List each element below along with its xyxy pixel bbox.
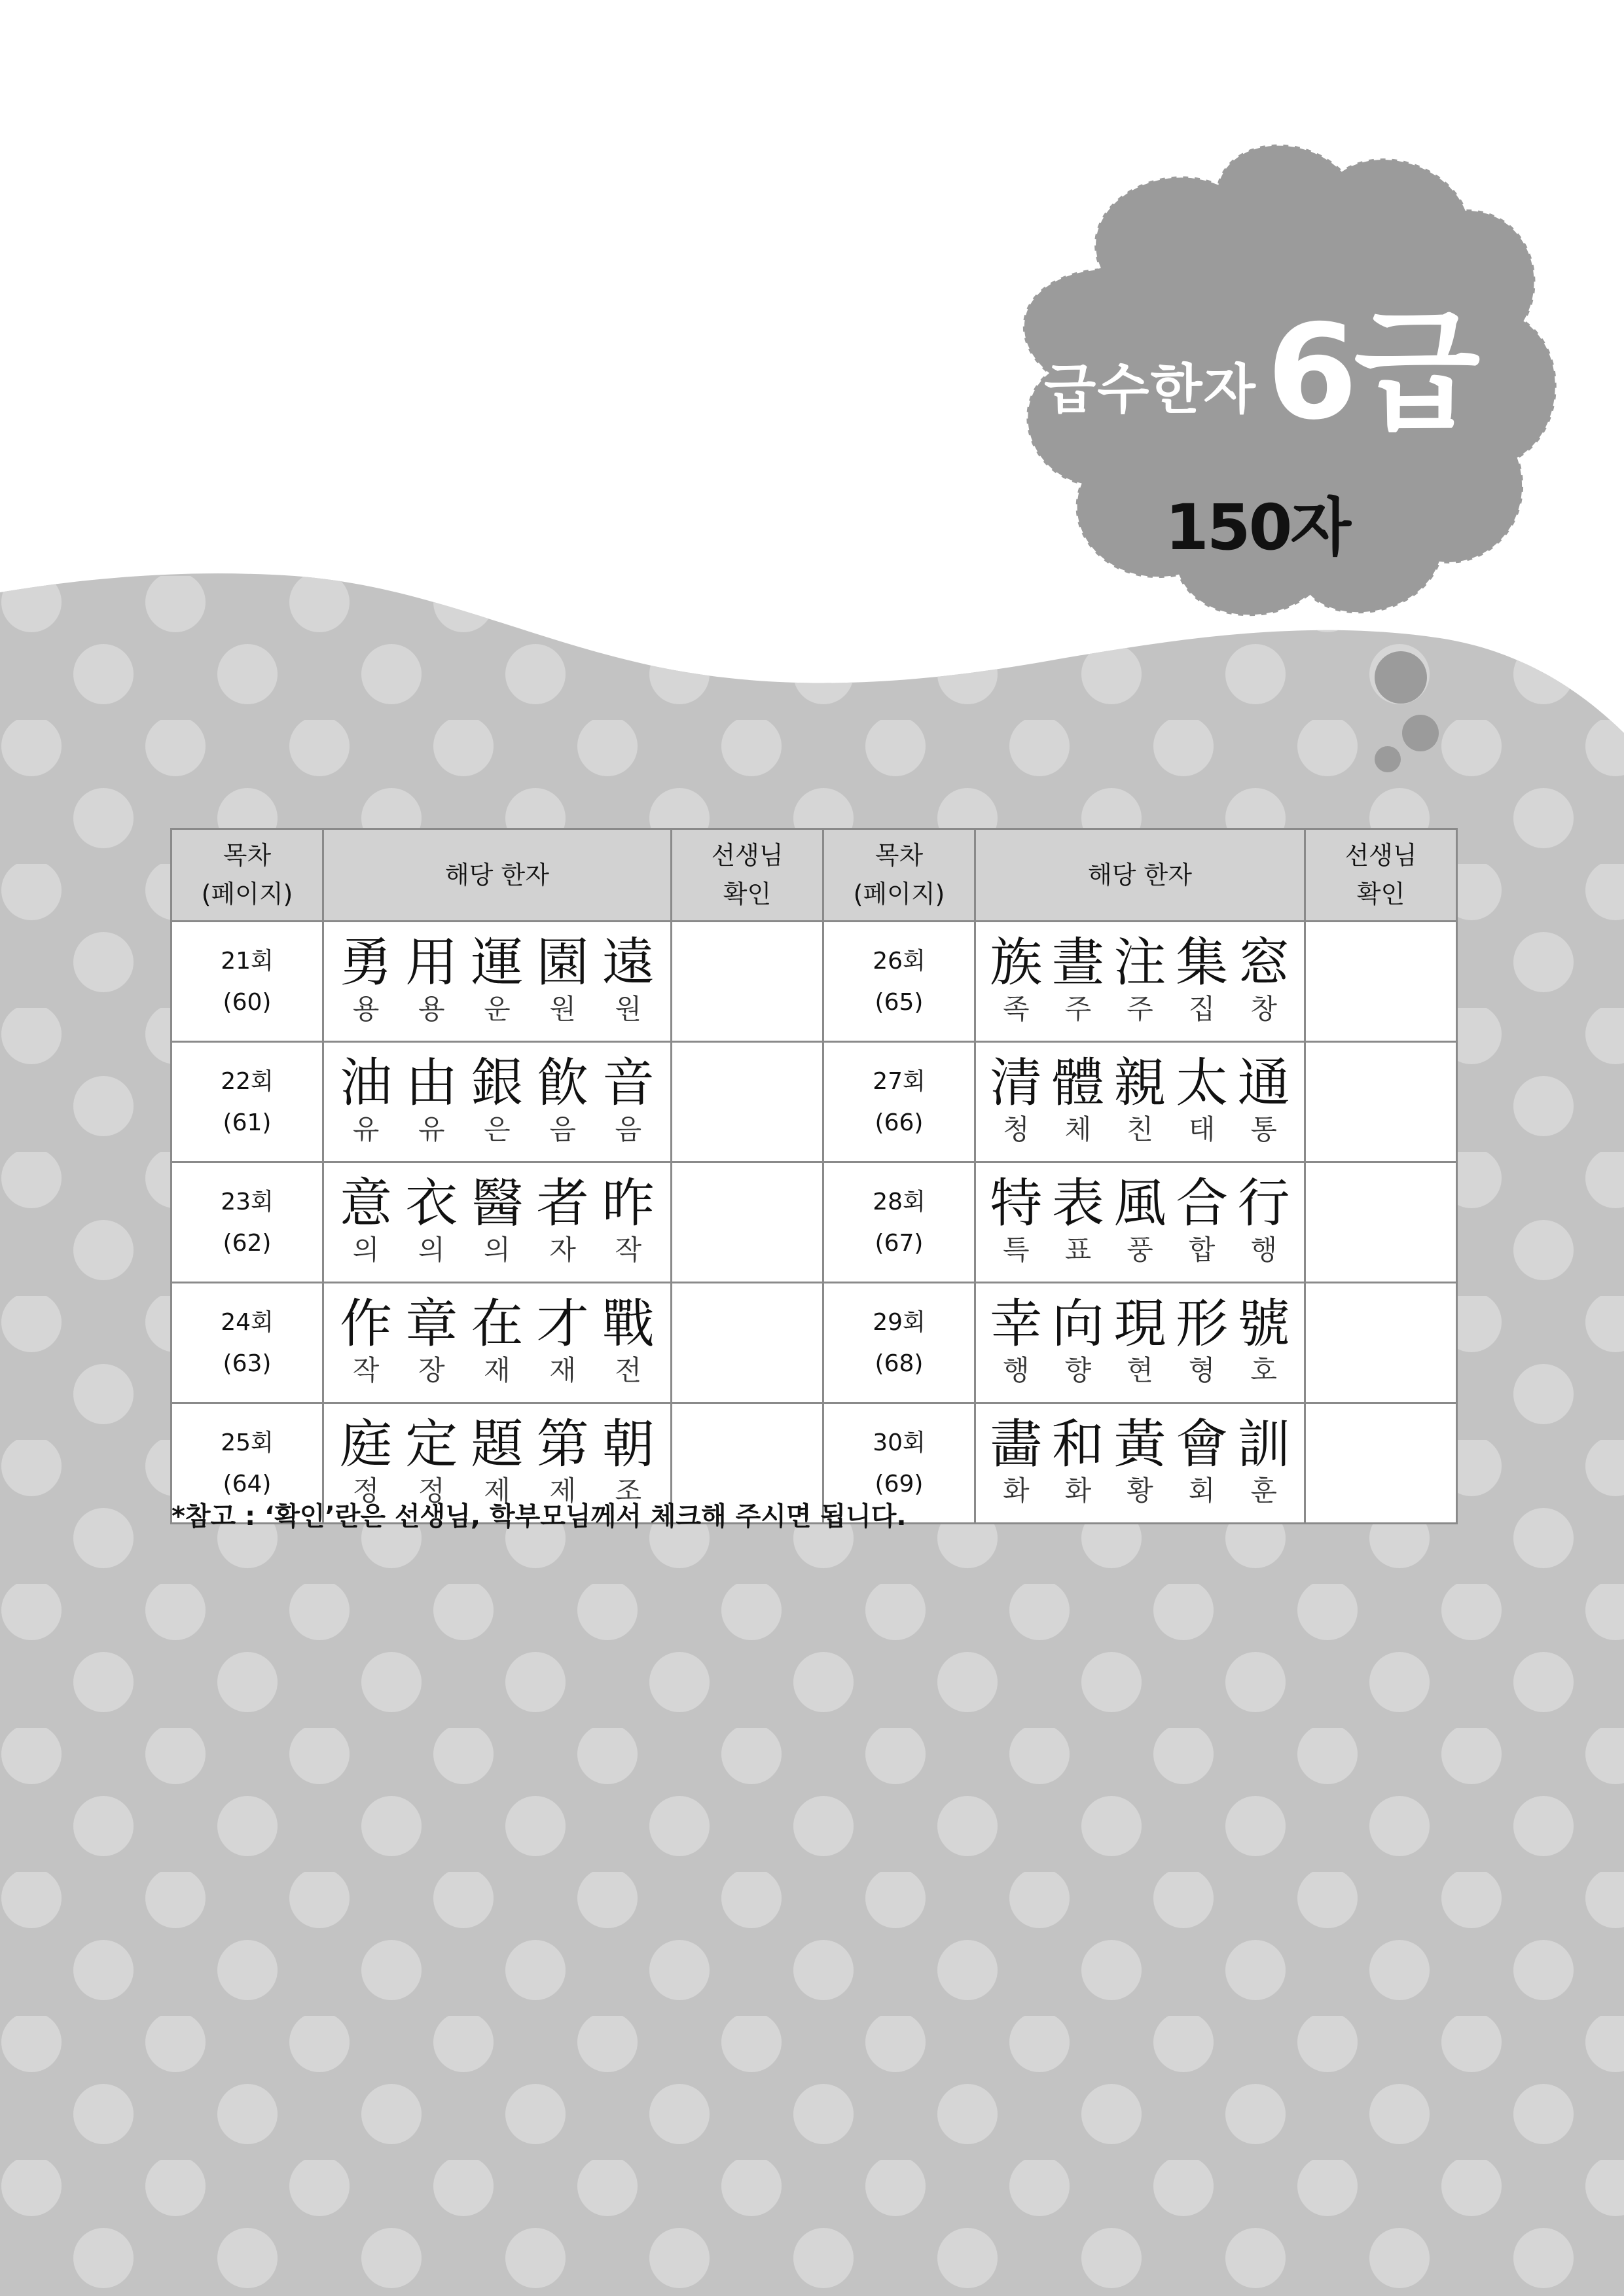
left-lesson-number [171, 922, 323, 1042]
right-hanja-cell [975, 1162, 1305, 1283]
header-hanja: 해당 한자 [975, 829, 1305, 922]
hangul-readings [324, 1353, 670, 1389]
hanja-character: 幸 [990, 1293, 1043, 1355]
left-hanja-cell [323, 1162, 672, 1283]
right-teacher-check-box[interactable] [1305, 1283, 1457, 1403]
hangul-readings [976, 992, 1304, 1028]
hanja-characters [976, 1175, 1304, 1232]
hanja-character: 章 [405, 1293, 458, 1355]
right-hanja-cell [975, 1042, 1305, 1162]
hangul-reading: 조 [615, 1475, 642, 1507]
hanja-character: 油 [340, 1052, 393, 1114]
hangul-reading: 정 [352, 1475, 380, 1507]
hangul-reading: 주 [1064, 993, 1092, 1026]
left-teacher-check-box[interactable] [672, 922, 823, 1042]
header-contents-line: (페이지) [853, 880, 945, 908]
table-row [171, 1042, 1457, 1162]
hangul-reading: 원 [615, 993, 642, 1026]
hanja-character: 向 [1051, 1293, 1104, 1355]
lesson-label: 25회 [221, 1429, 274, 1456]
lesson-label: 22회 [221, 1067, 274, 1095]
hangul-reading: 호 [1250, 1354, 1277, 1387]
header-check-line: 선생님 [711, 841, 784, 870]
hanja-characters [324, 1175, 670, 1232]
hangul-reading: 유 [418, 1113, 445, 1146]
hanja-character: 衣 [405, 1173, 458, 1234]
hanja-character: 行 [1237, 1173, 1290, 1234]
table-header-row [171, 829, 1457, 922]
hangul-reading: 정 [418, 1475, 445, 1507]
hanja-character: 畵 [990, 1414, 1043, 1475]
hanja-character: 晝 [1051, 932, 1104, 994]
left-teacher-check-box[interactable] [672, 1162, 823, 1283]
hanja-character: 題 [471, 1414, 524, 1475]
lesson-label: 24회 [221, 1308, 274, 1336]
header-contents [823, 829, 975, 922]
hangul-reading: 운 [484, 993, 511, 1026]
right-lesson-number [823, 1042, 975, 1162]
hangul-reading: 풍 [1127, 1234, 1153, 1266]
page-number: (67) [875, 1229, 924, 1257]
page-number: (68) [875, 1350, 924, 1377]
hangul-reading: 황 [1127, 1475, 1153, 1507]
hanja-character: 者 [536, 1173, 589, 1234]
hangul-reading: 청 [1003, 1113, 1030, 1146]
hangul-reading: 제 [549, 1475, 576, 1507]
hangul-reading: 의 [418, 1234, 445, 1266]
hangul-reading: 화 [1003, 1475, 1030, 1507]
page-number: (65) [875, 988, 924, 1016]
hanja-character: 窓 [1237, 932, 1290, 994]
table-row [171, 1283, 1457, 1403]
hangul-reading: 현 [1127, 1354, 1153, 1387]
hangul-reading: 작 [352, 1354, 380, 1387]
hangul-readings [976, 1112, 1304, 1148]
page-number: (62) [223, 1229, 272, 1257]
table-row [171, 922, 1457, 1042]
hangul-reading: 제 [484, 1475, 511, 1507]
page-number: (66) [875, 1109, 924, 1136]
hangul-reading: 표 [1064, 1234, 1092, 1266]
footnote: *참고 : ‘확인’란은 선생님, 학부모님께서 체크해 주시면 됩니다. [171, 1501, 907, 1532]
hangul-reading: 창 [1250, 993, 1277, 1026]
page-number: (69) [875, 1470, 924, 1498]
hanja-character: 銀 [471, 1052, 524, 1114]
hanja-character: 合 [1176, 1173, 1229, 1234]
hangul-reading: 전 [615, 1354, 642, 1387]
hangul-reading: 향 [1064, 1354, 1092, 1387]
header-check-line: 확인 [1356, 880, 1405, 908]
header-contents-line: 목차 [223, 841, 272, 870]
hanja-character: 用 [405, 932, 458, 994]
hanja-character: 集 [1176, 932, 1229, 994]
hangul-reading: 장 [418, 1354, 445, 1387]
hanja-character: 醫 [471, 1173, 524, 1234]
hanja-characters [976, 1416, 1304, 1473]
hangul-reading: 집 [1188, 993, 1216, 1026]
hangul-reading: 행 [1250, 1234, 1277, 1266]
right-teacher-check-box[interactable] [1305, 922, 1457, 1042]
left-hanja-cell [323, 1283, 672, 1403]
hanja-character: 黃 [1113, 1414, 1166, 1475]
hangul-reading: 의 [352, 1234, 380, 1266]
hanja-character: 現 [1113, 1293, 1166, 1355]
hanja-character: 由 [405, 1052, 458, 1114]
hanja-character: 在 [471, 1293, 524, 1355]
page-number: (63) [223, 1350, 272, 1377]
hanja-character: 表 [1051, 1173, 1104, 1234]
hanja-character: 太 [1176, 1052, 1229, 1114]
right-teacher-check-box[interactable] [1305, 1162, 1457, 1283]
hanja-character: 特 [990, 1173, 1043, 1234]
hangul-reading: 용 [418, 993, 445, 1026]
contents-table [170, 828, 1458, 1524]
page-number: (64) [223, 1470, 272, 1498]
hanja-character: 清 [990, 1052, 1043, 1114]
header-contents [171, 829, 323, 922]
hanja-character: 會 [1176, 1414, 1229, 1475]
hangul-readings [324, 992, 670, 1028]
hangul-reading: 체 [1064, 1113, 1092, 1146]
hangul-reading: 특 [1003, 1234, 1030, 1266]
right-teacher-check-box[interactable] [1305, 1403, 1457, 1524]
hanja-characters [324, 1416, 670, 1473]
left-hanja-cell [323, 1042, 672, 1162]
left-teacher-check-box[interactable] [672, 1042, 823, 1162]
lesson-label: 29회 [873, 1308, 926, 1336]
right-lesson-number [823, 1283, 975, 1403]
hanja-characters [976, 1054, 1304, 1112]
hangul-reading: 통 [1250, 1113, 1277, 1146]
hangul-reading: 형 [1188, 1354, 1216, 1387]
hanja-character: 飮 [536, 1052, 589, 1114]
hangul-reading: 훈 [1250, 1475, 1277, 1507]
right-hanja-cell [975, 1403, 1305, 1524]
hanja-character: 體 [1051, 1052, 1104, 1114]
hangul-reading: 태 [1188, 1113, 1216, 1146]
hangul-reading: 의 [484, 1234, 511, 1266]
hanja-character: 勇 [340, 932, 393, 994]
hanja-character: 定 [405, 1414, 458, 1475]
hangul-reading: 화 [1064, 1475, 1092, 1507]
hangul-reading: 행 [1003, 1354, 1030, 1387]
hanja-characters [324, 1295, 670, 1353]
hanja-character: 訓 [1237, 1414, 1290, 1475]
hangul-reading: 음 [615, 1113, 642, 1146]
page-number: (61) [223, 1109, 272, 1136]
hanja-characters [324, 1054, 670, 1112]
hangul-reading: 족 [1003, 993, 1030, 1026]
hanja-character: 第 [536, 1414, 589, 1475]
hanja-character: 遠 [602, 932, 655, 994]
lesson-label: 27회 [873, 1067, 926, 1095]
hanja-character: 形 [1176, 1293, 1229, 1355]
right-hanja-cell [975, 1283, 1305, 1403]
hanja-character: 族 [990, 932, 1043, 994]
hangul-readings [324, 1112, 670, 1148]
hangul-readings [976, 1232, 1304, 1268]
lesson-label: 30회 [873, 1429, 926, 1456]
book-title: 급수한자 [1044, 359, 1257, 421]
hangul-reading: 원 [549, 993, 576, 1026]
right-lesson-number [823, 1162, 975, 1283]
hangul-reading: 합 [1188, 1234, 1216, 1266]
hanja-character: 運 [471, 932, 524, 994]
hanja-character: 號 [1237, 1293, 1290, 1355]
page-number: (60) [223, 988, 272, 1016]
hanja-character: 親 [1113, 1052, 1166, 1114]
hanja-character: 意 [340, 1173, 393, 1234]
header-contents-line: (페이지) [201, 880, 293, 908]
hangul-reading: 은 [484, 1113, 511, 1146]
lesson-label: 23회 [221, 1188, 274, 1215]
hanja-character: 戰 [602, 1293, 655, 1355]
hangul-readings [976, 1473, 1304, 1509]
hangul-reading: 음 [549, 1113, 576, 1146]
header-contents-line: 목차 [875, 841, 924, 870]
hanja-character: 通 [1237, 1052, 1290, 1114]
hanja-characters [324, 934, 670, 992]
hanja-character: 朝 [602, 1414, 655, 1475]
hanja-character: 和 [1051, 1414, 1104, 1475]
left-lesson-number [171, 1162, 323, 1283]
left-hanja-cell [323, 922, 672, 1042]
grade-label: 6급 [1267, 296, 1477, 449]
left-teacher-check-box[interactable] [672, 1283, 823, 1403]
hanja-character: 昨 [602, 1173, 655, 1234]
header-hanja: 해당 한자 [323, 829, 672, 922]
header-check-line: 선생님 [1344, 841, 1417, 870]
lesson-label: 26회 [873, 947, 926, 975]
hanja-character: 風 [1113, 1173, 1166, 1234]
hanja-character: 注 [1113, 932, 1166, 994]
hangul-reading: 재 [484, 1354, 511, 1387]
right-hanja-cell [975, 922, 1305, 1042]
hangul-reading: 자 [549, 1234, 576, 1266]
hangul-reading: 용 [352, 993, 380, 1026]
left-lesson-number [171, 1042, 323, 1162]
hangul-reading: 주 [1127, 993, 1153, 1026]
header-check [672, 829, 823, 922]
left-lesson-number [171, 1283, 323, 1403]
hanja-characters [976, 1295, 1304, 1353]
hanja-character: 園 [536, 932, 589, 994]
lesson-label: 28회 [873, 1188, 926, 1215]
header-check-line: 확인 [723, 880, 772, 908]
hanja-character: 作 [340, 1293, 393, 1355]
hanja-character: 庭 [340, 1414, 393, 1475]
hanja-character: 才 [536, 1293, 589, 1355]
hangul-reading: 회 [1188, 1475, 1216, 1507]
hangul-readings [976, 1353, 1304, 1389]
table-row [171, 1162, 1457, 1283]
right-lesson-number [823, 922, 975, 1042]
lesson-label: 21회 [221, 947, 274, 975]
right-teacher-check-box[interactable] [1305, 1042, 1457, 1162]
character-count: 150자 [1165, 491, 1350, 564]
hangul-reading: 유 [352, 1113, 380, 1146]
hangul-reading: 작 [615, 1234, 642, 1266]
hanja-characters [976, 934, 1304, 992]
hangul-reading: 친 [1127, 1113, 1153, 1146]
hanja-character: 音 [602, 1052, 655, 1114]
hangul-readings [324, 1232, 670, 1268]
hangul-reading: 재 [549, 1354, 576, 1387]
header-check [1305, 829, 1457, 922]
